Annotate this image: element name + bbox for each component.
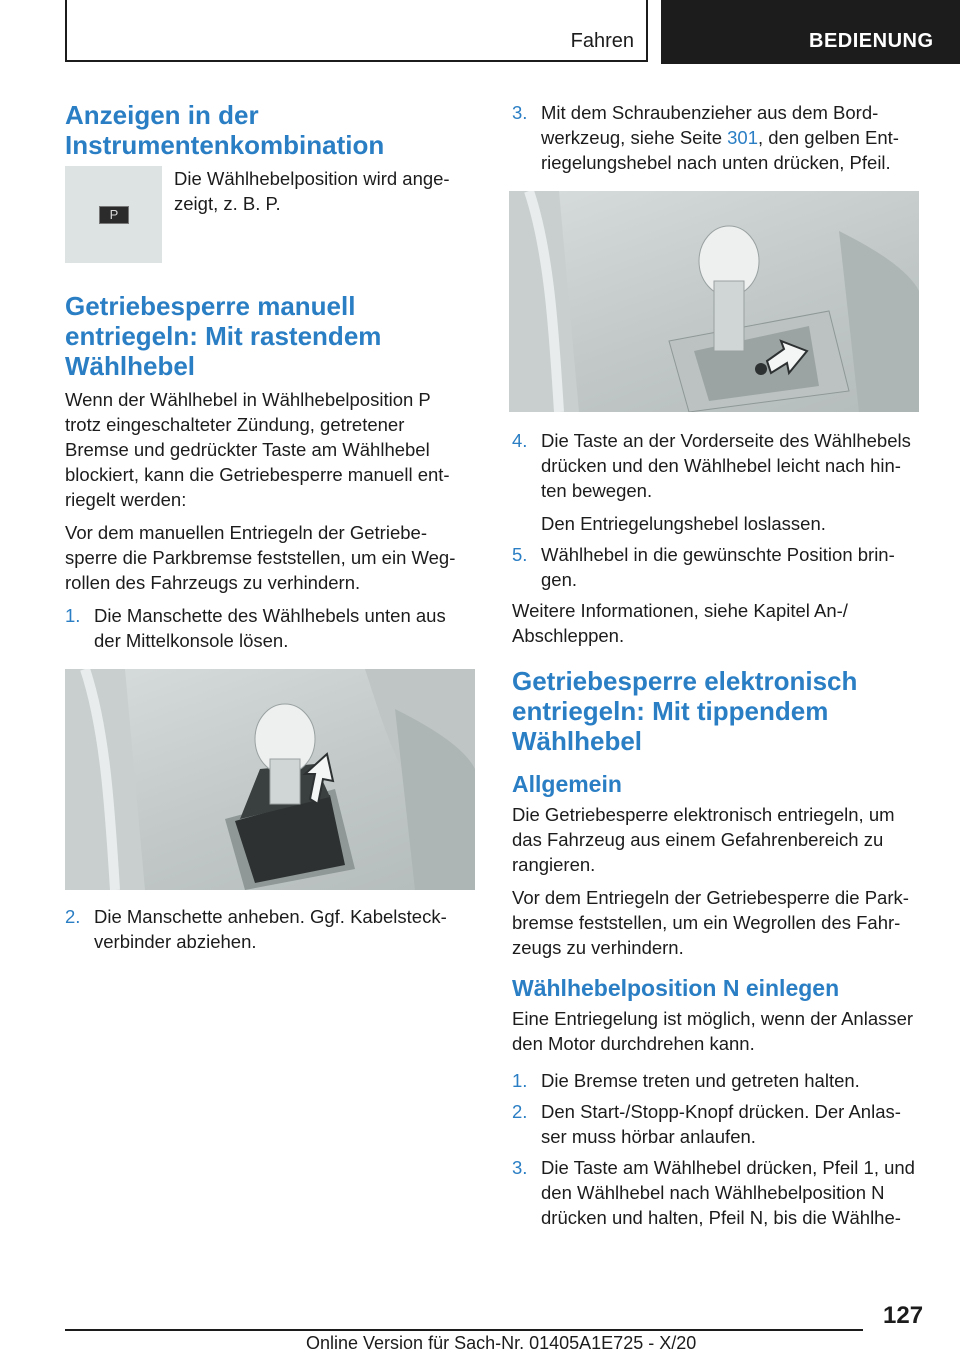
step-3: 3. Mit dem Schraubenzieher aus dem Bord- werkzeug, siehe Seite 301, den gelben Ent- riegelungshebel nach unten drücken, Pfeil. <box>512 102 899 173</box>
gear-display-icon <box>65 166 162 263</box>
header-section-tab <box>65 0 648 62</box>
release-lever-image <box>509 191 919 412</box>
icon-caption: Die Wählhebelposition wird ange- zeigt, z. B. P. <box>174 168 450 214</box>
step-4: 4. Die Taste an der Vorderseite des Wählhebels drücken und den Wählhebel leicht nach hin- ten bewegen. Den Entriegelungshebel loslassen. <box>512 430 911 534</box>
gear-lever-boot-illustration <box>65 669 475 890</box>
paragraph-parking-brake: Vor dem manuellen Entriegeln der Getriebe- sperre die Parkbremse feststellen, um ein Weg- rollen des Fahrzeugs zu verhindern. <box>65 522 456 593</box>
right-column <box>512 100 928 1236</box>
paragraph-parking-brake-2: Vor dem Entriegeln der Getriebesperre die Park- bremse feststellen, um ein Wegrollen des Fahr- zeugs zu verhindern. <box>512 887 909 958</box>
header-chapter-label: BEDIENUNG <box>809 30 934 52</box>
step-number: 2. <box>512 1101 528 1122</box>
paragraph-starter: Eine Entriegelung ist möglich, wenn der Anlasser den Motor durchdrehen kann. <box>512 1008 914 1054</box>
footer-version-text: Online Version für Sach-Nr. 01405A1E725 - X/20 <box>306 1333 697 1353</box>
step-5: 5. Wählhebel in die gewünschte Position brin- gen. <box>512 544 895 590</box>
heading-electronic-unlock: Getriebesperre elektronisch entriegeln: Mit tippendem Wählhebel <box>512 666 858 756</box>
step-number: 5. <box>512 544 528 565</box>
n-step-1: 1. Die Bremse treten und getreten halten. <box>512 1070 860 1091</box>
step-number: 1. <box>512 1070 528 1091</box>
release-lever-illustration <box>509 191 919 412</box>
step-number: 4. <box>512 430 528 451</box>
subheading-general: Allgemein <box>512 771 622 797</box>
header-chapter-tab <box>661 0 960 64</box>
gear-lever-boot-image <box>65 669 475 890</box>
footer-divider <box>65 1329 863 1331</box>
paragraph-blocked: Wenn der Wählhebel in Wählhebelposition P trotz eingeschalteter Zündung, getretener Bremse und gedrückter Taste am Wählhebel blockiert, kann die Getriebesperre manuell ent- riegelt werden: <box>65 389 450 510</box>
step-1: 1. Die Manschette des Wählhebels unten aus der Mittelkonsole lösen. <box>65 605 446 651</box>
step-number: 2. <box>65 906 81 927</box>
left-column <box>65 100 475 960</box>
page-number: 127 <box>883 1302 924 1329</box>
paragraph-electronic-unlock: Die Getriebesperre elektronisch entriegeln, um das Fahrzeug aus einem Gefahrenbereich zu rangieren. <box>512 804 895 875</box>
paragraph-more-info: Weitere Informationen, siehe Kapitel An-/ Abschleppen. <box>512 600 848 646</box>
heading-instrument-display: Anzeigen in der Instrumentenkombination <box>65 100 385 160</box>
gear-p-indicator: P <box>99 206 129 224</box>
page-reference-link[interactable]: 301 <box>727 127 759 148</box>
step-number: 3. <box>512 1157 528 1178</box>
step-2: 2. Die Manschette anheben. Ggf. Kabelsteck- verbinder abziehen. <box>65 906 447 952</box>
subheading-position-n: Wählhebelposition N einlegen <box>512 975 840 1001</box>
n-step-3: 3. Die Taste am Wählhebel drücken, Pfeil 1, und den Wählhebel nach Wählhebelposition N drücken und halten, Pfeil N, bis die Wählhe- <box>512 1157 915 1228</box>
heading-manual-unlock: Getriebesperre manuell entriegeln: Mit rastendem Wählhebel <box>65 291 382 381</box>
step-number: 3. <box>512 102 528 123</box>
display-icon-row <box>65 166 475 263</box>
n-step-2: 2. Den Start-/Stopp-Knopf drücken. Der Anlas- ser muss hörbar anlaufen. <box>512 1101 901 1147</box>
step-number: 1. <box>65 605 81 626</box>
header-section-label: Fahren <box>570 30 634 52</box>
